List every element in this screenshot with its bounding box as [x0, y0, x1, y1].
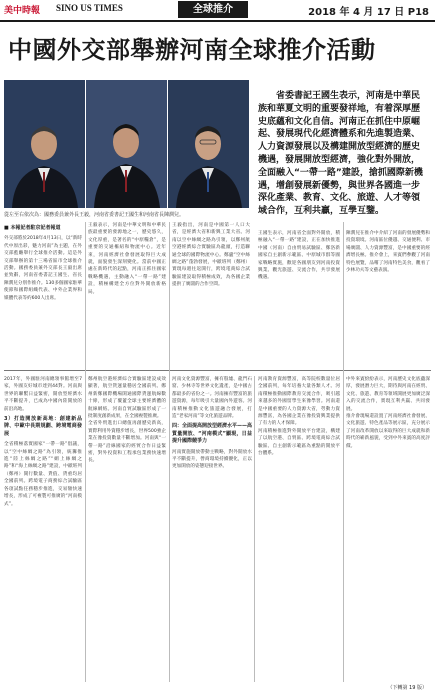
byline: ■ 本報記者駐京記者報道 — [4, 225, 61, 231]
article-column-7 — [88, 376, 166, 681]
article-text: 2017年，外國駐河南總領事館增至7家，外國友好城市達到44對。河南與世界的聯繫日益緊密，開放型經濟水平不斷提升，已成為中國內陸開放的前沿高地。 — [4, 377, 82, 412]
column-rule — [254, 376, 255, 682]
article-text: 外交部將於2018年4月13日，以“新時代中原出彩，魅力河南”為主題，在外交部藍廳舉行全球推介活動。這是外交部舉辦的第十三場省區市全球推介活動。國務委員兼外交部長王毅出席並致辭，河南省委書記王國生、省長陳潤兒分別作推介。130多個國家駐華使節和國際組織代表、中外企業界和媒體代表等約600人出席。 — [4, 236, 82, 301]
article-text: 王毅指出，河南是中國第一人口大省，是經濟大省和新興工業大省。河南以空中絲綢之路為引領，以鄭州航空港經濟綜合實驗區為龍頭，打造聯通全球的國際物流中心。鄭盧“空中絲綢之路”蓬勃發展，中歐班列（鄭州）實現每週往返開行，跨境電商綜合試驗區建設取得積極成效，為各國企業提供了廣闊的合作空間。 — [172, 223, 250, 288]
column-rule — [85, 222, 86, 682]
article-text: 河南文化資源豐富，擁有殷墟、龍門石窟、少林寺等世界文化遺產，是中國古都最多的省份之一。河南擁有豐富的旅遊資源，每年吸引大量國內外遊客。河南積極推動文化旅遊融合發展，打造“老家河南”等文化旅遊品牌。 — [172, 377, 252, 420]
article-text: 全省積極落實國家“一帶一路”倡議，以“空中絲綢之路”為引領，統籌推進“陸上絲綢之路”“網上絲綢之路”和“海上絲綢之路”建設，中歐班列（鄭州）開行數量、貨值、貨重均居全國前列。跨境電子商務綜合試驗區各項試點任務穩步推進，交易額快速增長，形成了可複製可推廣的“河南模式”。 — [4, 442, 82, 507]
lead-paragraph: 省委書記王國生表示，河南是中華民族和華夏文明的重要發祥地，有着深厚歷史底蘊和文化自信。河南正在抓住中原崛起、發展現代化經濟體系和先進製造業、人力資源發展以及構建開放型經濟的歷史機遇，發展開放型經濟，強化對外開放，全面融入“一帶一路”建設，搶抓國際新機遇，增創發展新優勢，與世界各國進一步深化產業、教育、文化、旅遊、人才等領域合作，互利共贏，互學互鑒。 — [258, 91, 423, 217]
article-column-3 — [172, 222, 250, 368]
column-rule — [169, 222, 170, 682]
article-text: 全省外貿進出口總值再創歷史新高，實際利用外資穩步增長，世界500強企業在豫投資數量不斷增加。河南與“一帶一路”沿線國家的經貿合作日益緊密，對外投資和工程承包業務快速增長。 — [88, 421, 166, 464]
issue-date-page: 2018 年 4 月 17 日 P18 — [308, 7, 429, 18]
article-text: 河南實施開放帶動主戰略，對外開放水平不斷提升，營商環境持續優化，正以更加開放的姿態迎接世界。 — [172, 449, 252, 470]
column-rule — [343, 222, 344, 682]
article-text: 王國生表示，河南省全面對外開放，積極融入“一帶一路”建設，正在加快推進中國（河南）自由貿易試驗區、鄭洛新國家自主創新示範區、中原城市群等國家戰略實施，歡迎各國朋友到河南投資興業、觀光旅遊、交流合作，共享發展機遇。 — [258, 231, 340, 281]
headline: 中國外交部舉辦河南全球推介活動 — [8, 36, 376, 64]
article-text: 河南教育資源豐富，高等院校數量位居全國前列，每年培養大量各類人才。河南積極推動國際教育交流合作，吸引越來越多的外國留學生來豫學習。河南還是中國重要的人力資源大省，勞動力資源豐富，為各國企業在豫投資興業提供了有力的人才保障。 — [258, 377, 340, 427]
article-column-4 — [258, 230, 340, 368]
continued-note: （下轉第 19 版） — [387, 685, 427, 691]
section-divider — [4, 370, 431, 371]
section-label: 全球推介 — [178, 1, 248, 18]
photo-caption: 從左至右依次為：國務委員兼外長王毅，河南省委書記王國生和河南省長陳潤兒。 — [4, 212, 185, 218]
article-text: 中外來賓紛紛表示，河南歷史文化底蘊深厚，發展潛力巨大，期待與河南在經貿、文化、旅遊、教育等領域開展更加廣泛深入的交流合作，實現互利共贏、共同發展。 — [346, 377, 430, 412]
article-text: 推介會現場還設置了河南經濟社會發展、文化旅遊、特色產品等展示區，充分展示了河南改革開放以來取得的巨大成就和新時代的嶄新風貌，受到中外來賓的高度評價。 — [346, 414, 430, 449]
publication-name-en: SINO US TIMES — [56, 3, 123, 13]
article-column-5 — [346, 230, 430, 368]
article-column-10 — [346, 376, 430, 681]
subheading: 四：全面提高開放型經濟水平——高質量開放、“河南模式”顯現，日益提升國際競爭力 — [172, 423, 252, 445]
article-column-1 — [4, 222, 82, 368]
article-text: 王毅表示，河南是中華文明和中華民族最重要的發源地之一，歷史悠久，文化厚重，是著名的“中原糧倉”，是重要的交通樞紐和物流中心。近年來，河南經濟社會發展取得巨大成就，面貌發生深刻變化。當前中國正處在新時代的起點，河南正抓住國家戰略機遇，主動融入“一帶一路”建設，積極構建全方位對外開放新格局。 — [88, 223, 166, 295]
article-column-6 — [4, 376, 82, 681]
article-text: 陳潤兒在推介中介紹了河南的發展優勢和投資環境。河南區位優越、交通便利、市場廣闊、人力資源豐富，是中國重要的經濟增長極。推介會上，來賓們參觀了河南特色展覽，品嚐了河南特色美食，觀看了少林功夫等文藝表演。 — [346, 231, 430, 274]
page-header — [0, 0, 435, 22]
subheading: 3）打造開放新高地：創建新品牌、中歐中長期規劃、跨境電商發展 — [4, 416, 82, 437]
article-column-2 — [88, 222, 166, 368]
article-column-8 — [172, 376, 252, 681]
article-text: 河南積極推進對外開放平台建設，構建了以航空港、自貿區、跨境電商綜合試驗區、自主創新示範區為重點的開放平台體系。 — [258, 428, 340, 457]
article-column-9 — [258, 376, 340, 681]
article-text: 鄭州航空港經濟綜合實驗區建設成效顯著，航空貨運量穩居全國前列。鄭州新鄭國際機場開通國際貨運航線數十條，形成了覆蓋全球主要經濟體的航線網絡。河南自貿試驗區形成了一批制度創新成果，在全國複製推廣。 — [88, 377, 166, 420]
photo-three-officials — [4, 80, 249, 208]
publication-name: 美中時報 — [4, 6, 41, 16]
